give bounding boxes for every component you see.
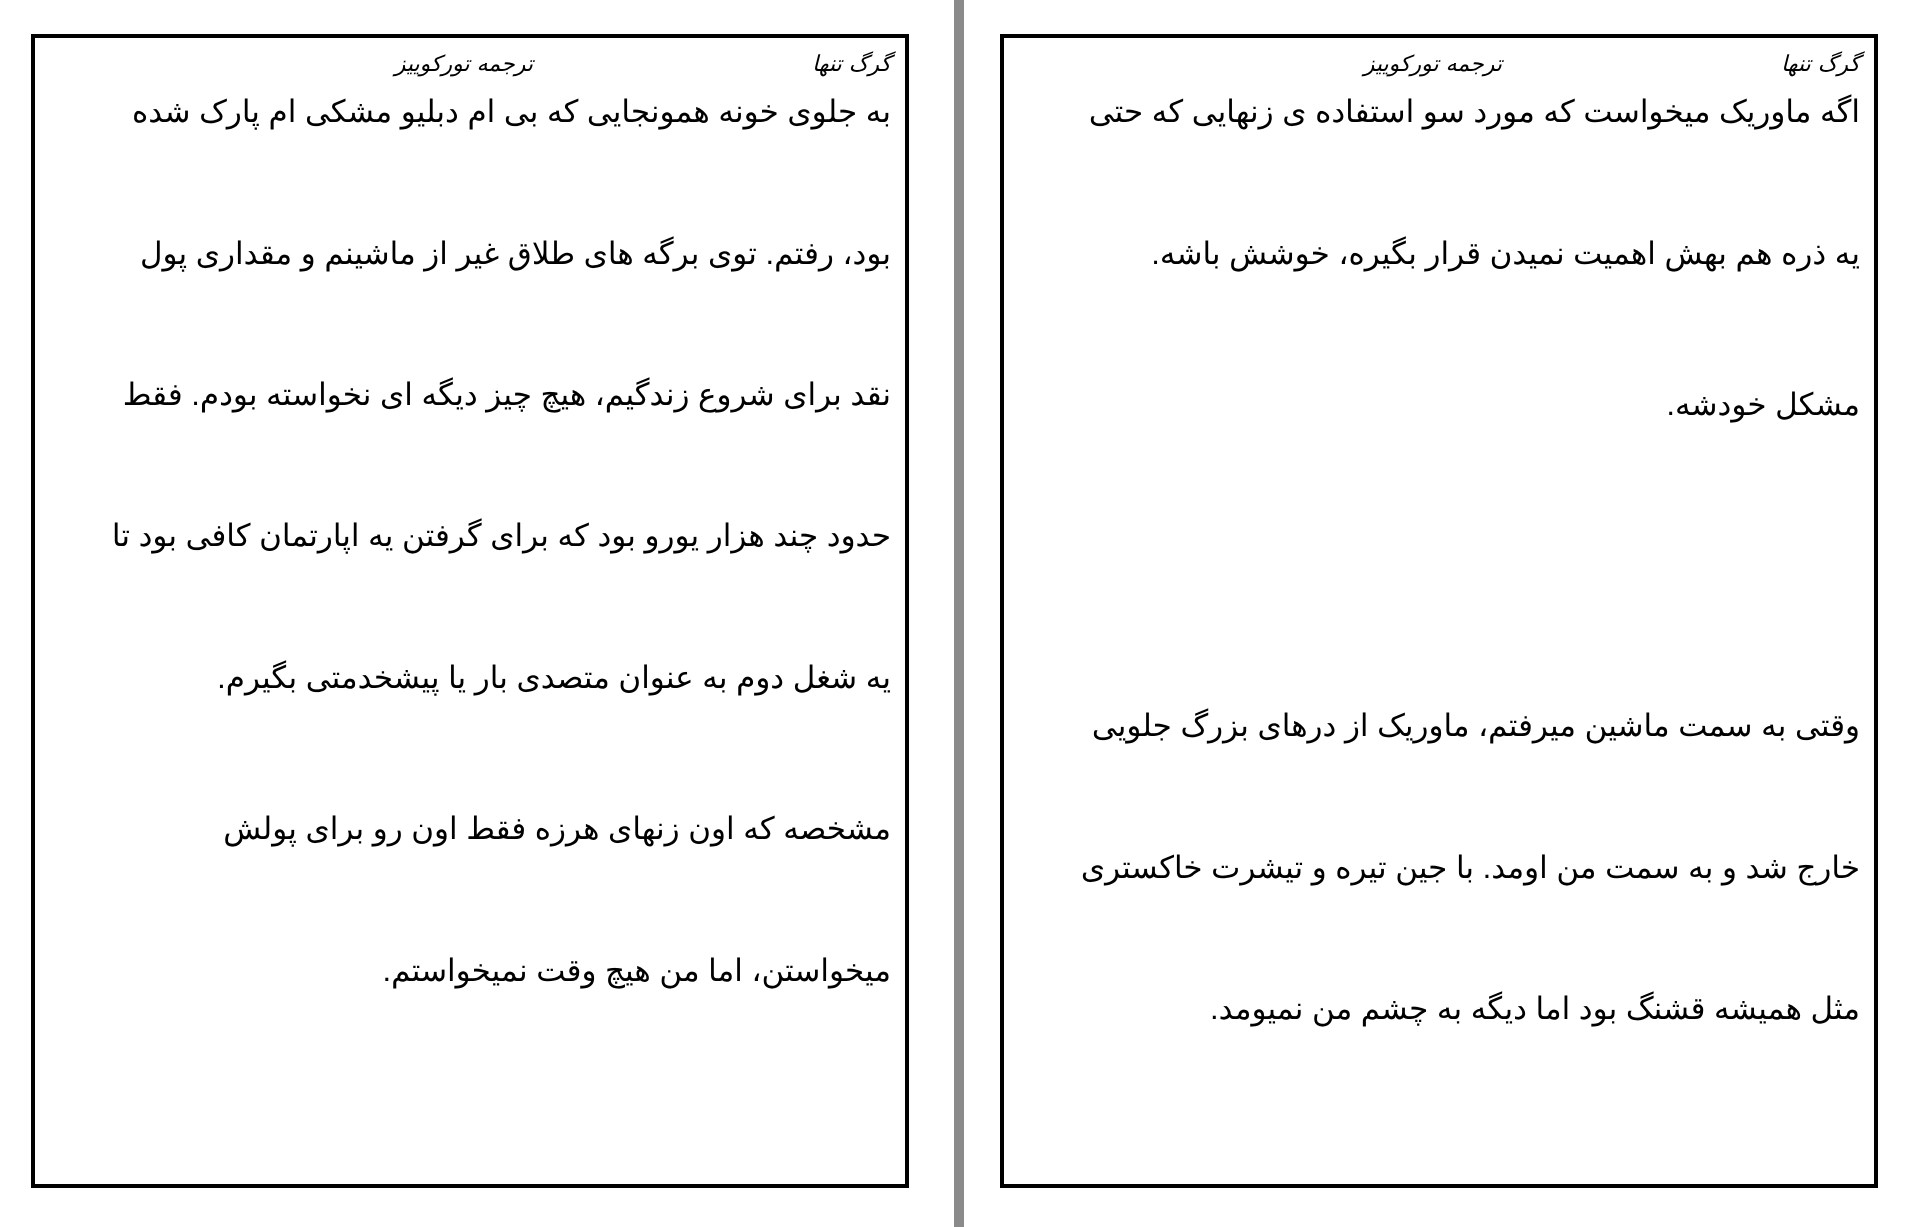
text-line: مشکل خودشه. (1666, 387, 1860, 422)
text-line: بود، رفتم. توی برگه های طلاق غیر از ماشینم و مقداری پول (139, 236, 891, 271)
text-line: اگه ماوریک میخواست که مورد سو استفاده ی زنهایی که حتی (1088, 94, 1860, 129)
header-author: گرگ تنها (1781, 52, 1860, 77)
header-translator: ترجمه تورکوییز (394, 52, 533, 77)
header-translator: ترجمه تورکوییز (1363, 52, 1502, 77)
document-page-right (1000, 34, 1878, 1188)
text-line: به جلوی خونه همونجایی که بی ام دبلیو مشکی ام پارک شده (132, 94, 891, 129)
text-line: نقد برای شروع زندگیم، هیچ چیز دیگه ای نخواسته بودم. فقط (122, 377, 891, 412)
header-author: گرگ تنها (812, 52, 891, 77)
text-line: خارج شد و به سمت من اومد. با جین تیره و تیشرت خاکستری (1080, 850, 1860, 885)
text-line: میخواستن، اما من هیچ وقت نمیخواستم. (382, 953, 891, 988)
page-header (35, 48, 905, 88)
text-line: مثل همیشه قشنگ بود اما دیگه به چشم من نمیومد. (1209, 991, 1860, 1026)
page-header (1004, 48, 1874, 88)
text-line: مشخصه که اون زنهای هرزه فقط اون رو برای پولش (223, 811, 891, 846)
text-line: حدود چند هزار یورو بود که برای گرفتن یه اپارتمان کافی بود تا (111, 518, 891, 553)
text-line: یه شغل دوم به عنوان متصدی بار یا پیشخدمتی بگیرم. (217, 660, 891, 695)
page-divider (954, 0, 964, 1227)
text-line: وقتی به سمت ماشین میرفتم، ماوریک از درهای بزرگ جلویی (1091, 708, 1860, 743)
text-line: یه ذره هم بهش اهمیت نمیدن قرار بگیره، خوشش باشه. (1151, 236, 1860, 271)
document-page-left (31, 34, 909, 1188)
